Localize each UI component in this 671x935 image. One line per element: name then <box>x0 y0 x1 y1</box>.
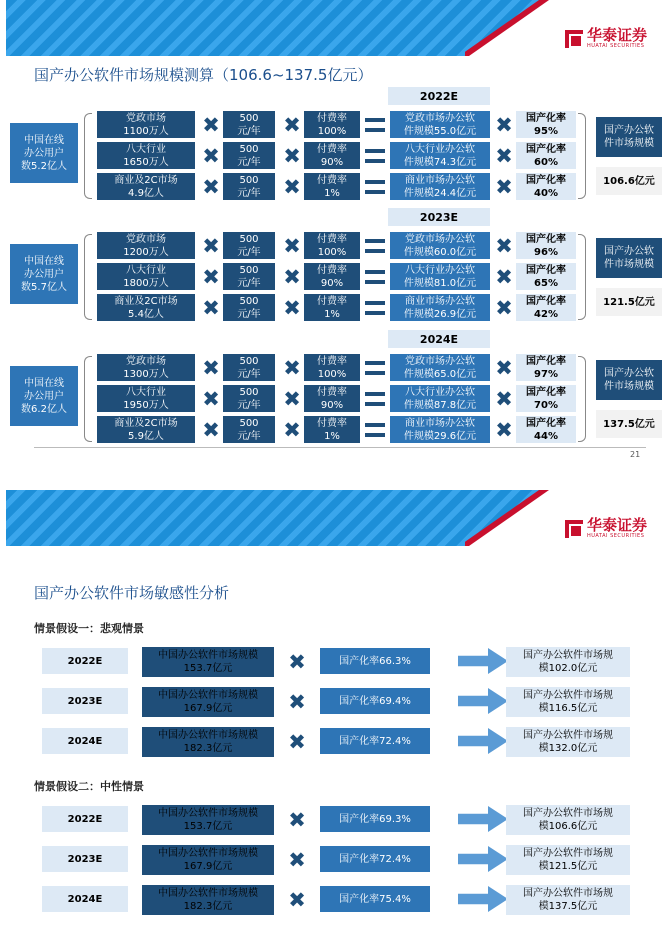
multiply-icon: ✖ <box>202 234 220 258</box>
pay-rate-box-line: 1% <box>324 308 340 320</box>
result-value-box <box>596 167 662 195</box>
price-box-line: 500 <box>239 143 259 155</box>
left-brace <box>84 113 92 199</box>
multiply-icon: ✖ <box>202 296 220 320</box>
pay-rate-box <box>304 416 360 443</box>
pay-rate-box-line: 90% <box>320 156 344 168</box>
segment-market-box <box>390 416 490 443</box>
china-market-box-line: 中国办公软件市场规模 <box>158 690 258 701</box>
localization-rate-box <box>320 886 430 912</box>
localization-rate-box-line: 国产化率69.3% <box>339 813 411 825</box>
china-market-box-line: 167.9亿元 <box>183 861 233 872</box>
segment-market-box-line: 件规模74.3亿元 <box>403 156 477 168</box>
localization-rate-box-line: 42% <box>534 308 558 320</box>
segment-box-line: 商业及2C市场 <box>114 174 178 186</box>
pay-rate-box-line: 100% <box>317 125 347 137</box>
china-market-box <box>142 647 274 677</box>
online-users-box <box>10 244 78 304</box>
segment-market-box-line: 件规模87.8亿元 <box>403 399 477 411</box>
scenario-year-box-line: 2022E <box>67 655 103 667</box>
segment-box <box>97 294 195 321</box>
domestic-market-box-line: 国产办公软件市场规 <box>523 650 613 661</box>
price-box <box>223 232 275 259</box>
arrow-right-icon <box>458 886 508 912</box>
china-market-box-line: 153.7亿元 <box>183 821 233 832</box>
segment-market-box-line: 八大行业办公软 <box>404 264 475 276</box>
domestic-market-box <box>506 845 630 875</box>
segment-box-line: 党政市场 <box>125 355 166 367</box>
segment-box-line: 4.9亿人 <box>128 187 164 199</box>
segment-market-box-line: 件规模81.0亿元 <box>403 277 477 289</box>
multiply-icon: ✖ <box>495 144 513 168</box>
china-market-box <box>142 687 274 717</box>
china-market-box <box>142 845 274 875</box>
equals-icon <box>365 149 385 163</box>
segment-box-line: 八大行业 <box>125 386 166 398</box>
segment-box-line: 1300万人 <box>123 368 169 380</box>
online-users-box-line: 中国在线 <box>24 255 64 267</box>
localization-rate-box-line: 96% <box>534 246 558 258</box>
equals-icon <box>365 301 385 315</box>
multiply-icon: ✖ <box>288 808 306 832</box>
localization-rate-box-line: 70% <box>534 399 558 411</box>
online-users-box <box>10 366 78 426</box>
localization-rate-box-line: 国产化率 <box>526 295 566 307</box>
multiply-icon: ✖ <box>495 418 513 442</box>
equals-icon <box>365 423 385 437</box>
arrow-right-icon <box>458 688 508 714</box>
result-label-box <box>596 117 662 157</box>
online-users-box-line: 办公用户 <box>24 390 64 402</box>
equals-icon <box>365 180 385 194</box>
segment-market-box-line: 件规模60.0亿元 <box>403 246 477 258</box>
price-box-line: 500 <box>239 264 259 276</box>
price-box-line: 元/年 <box>237 246 261 258</box>
segment-box-line: 商业及2C市场 <box>114 295 178 307</box>
multiply-icon: ✖ <box>283 144 301 168</box>
localization-rate-box-line: 60% <box>534 156 558 168</box>
result-value-box-line: 121.5亿元 <box>603 296 655 308</box>
price-box-line: 元/年 <box>237 430 261 442</box>
localization-rate-box <box>320 846 430 872</box>
brand-mark-icon <box>565 30 583 48</box>
localization-rate-box-line: 44% <box>534 430 558 442</box>
pay-rate-box <box>304 111 360 138</box>
multiply-icon: ✖ <box>283 113 301 137</box>
segment-market-box-line: 件规模26.9亿元 <box>403 308 477 320</box>
domestic-market-box-line: 国产办公软件市场规 <box>523 690 613 701</box>
scenario-year-box-line: 2024E <box>67 735 103 747</box>
online-users-box <box>10 123 78 183</box>
price-box <box>223 354 275 381</box>
localization-rate-box-line: 国产化率69.4% <box>339 695 411 707</box>
multiply-icon: ✖ <box>288 730 306 754</box>
result-label-box-line: 件市场规模 <box>604 259 654 270</box>
brand-name-en: HUATAI SECURITIES <box>586 43 645 49</box>
multiply-icon: ✖ <box>202 387 220 411</box>
price-box-line: 500 <box>239 112 259 124</box>
price-box <box>223 263 275 290</box>
price-box-line: 元/年 <box>237 277 261 289</box>
domestic-market-box-line: 模132.0亿元 <box>538 743 598 754</box>
arrow-right-icon <box>458 846 508 872</box>
segment-market-box <box>390 385 490 412</box>
result-label-box-line: 国产办公软 <box>604 246 654 257</box>
scenario-year-box <box>42 806 128 832</box>
localization-rate-box-line: 国产化率 <box>526 264 566 276</box>
pay-rate-box-line: 付费率 <box>317 295 347 307</box>
pay-rate-box-line: 100% <box>317 368 347 380</box>
domestic-market-box <box>506 647 630 677</box>
multiply-icon: ✖ <box>283 418 301 442</box>
segment-market-box-line: 件规模24.4亿元 <box>403 187 477 199</box>
multiply-icon: ✖ <box>288 690 306 714</box>
localization-rate-box-line: 国产化率72.4% <box>339 853 411 865</box>
arrow-right-icon <box>458 728 508 754</box>
pay-rate-box <box>304 354 360 381</box>
localization-rate-box <box>516 354 576 381</box>
pay-rate-box-line: 付费率 <box>317 233 347 245</box>
segment-box-line: 1650万人 <box>123 156 169 168</box>
price-box-line: 500 <box>239 355 259 367</box>
pay-rate-box-line: 付费率 <box>317 143 347 155</box>
online-users-box-line: 中国在线 <box>24 377 64 389</box>
domestic-market-box <box>506 805 630 835</box>
pay-rate-box <box>304 294 360 321</box>
segment-market-box <box>390 173 490 200</box>
multiply-icon: ✖ <box>283 175 301 199</box>
arrow-right-icon <box>458 806 508 832</box>
result-label-box-line: 件市场规模 <box>604 138 654 149</box>
multiply-icon: ✖ <box>202 418 220 442</box>
result-label-box-line: 国产办公软 <box>604 368 654 379</box>
multiply-icon: ✖ <box>202 175 220 199</box>
pay-rate-box-line: 付费率 <box>317 174 347 186</box>
result-value-box-line: 137.5亿元 <box>603 418 655 430</box>
multiply-icon: ✖ <box>283 296 301 320</box>
left-brace <box>84 234 92 320</box>
price-box <box>223 142 275 169</box>
localization-rate-box-line: 国产化率 <box>526 386 566 398</box>
price-box-line: 元/年 <box>237 125 261 137</box>
scenario-year-box <box>42 728 128 754</box>
multiply-icon: ✖ <box>202 356 220 380</box>
domestic-market-box-line: 模137.5亿元 <box>538 901 598 912</box>
equals-icon <box>365 239 385 253</box>
localization-rate-box-line: 国产化率 <box>526 233 566 245</box>
china-market-box <box>142 885 274 915</box>
segment-box-line: 党政市场 <box>125 112 166 124</box>
segment-box <box>97 111 195 138</box>
equals-icon <box>365 270 385 284</box>
result-label-box <box>596 238 662 278</box>
scenario-title: 情景假设二：中性情景 <box>34 780 144 793</box>
multiply-icon: ✖ <box>495 296 513 320</box>
online-users-box-line: 数5.2亿人 <box>21 160 67 172</box>
domestic-market-box <box>506 885 630 915</box>
china-market-box-line: 182.3亿元 <box>183 743 233 754</box>
localization-rate-box <box>516 232 576 259</box>
segment-market-box-line: 党政市场办公软 <box>404 112 475 124</box>
price-box-line: 500 <box>239 233 259 245</box>
pay-rate-box-line: 90% <box>320 277 344 289</box>
multiply-icon: ✖ <box>495 175 513 199</box>
result-value-box-line: 106.6亿元 <box>603 175 655 187</box>
segment-box-line: 党政市场 <box>125 233 166 245</box>
scenario-year-box-line: 2024E <box>67 893 103 905</box>
pay-rate-box <box>304 142 360 169</box>
multiply-icon: ✖ <box>495 265 513 289</box>
localization-rate-box <box>320 648 430 674</box>
pay-rate-box-line: 付费率 <box>317 417 347 429</box>
segment-box-line: 5.9亿人 <box>128 430 164 442</box>
result-label-box <box>596 360 662 400</box>
segment-market-box-line: 件规模55.0亿元 <box>403 125 477 137</box>
domestic-market-box <box>506 727 630 757</box>
localization-rate-box <box>516 263 576 290</box>
equals-icon <box>365 118 385 132</box>
segment-market-box <box>390 232 490 259</box>
scenario-year-box-line: 2022E <box>67 813 103 825</box>
multiply-icon: ✖ <box>495 356 513 380</box>
multiply-icon: ✖ <box>288 650 306 674</box>
page-title: 国产办公软件市场规模测算（106.6~137.5亿元） <box>34 66 373 84</box>
result-value-box <box>596 410 662 438</box>
segment-market-box <box>390 142 490 169</box>
year-label: 2022E <box>388 87 490 105</box>
segment-box-line: 八大行业 <box>125 143 166 155</box>
segment-box-line: 1800万人 <box>123 277 169 289</box>
segment-market-box-line: 商业市场办公软 <box>404 417 475 429</box>
localization-rate-box-line: 95% <box>534 125 558 137</box>
scenario-year-box <box>42 648 128 674</box>
localization-rate-box <box>516 111 576 138</box>
segment-market-box-line: 八大行业办公软 <box>404 386 475 398</box>
china-market-box-line: 153.7亿元 <box>183 663 233 674</box>
segment-box-line: 1950万人 <box>123 399 169 411</box>
localization-rate-box <box>516 294 576 321</box>
segment-box <box>97 232 195 259</box>
price-box-line: 500 <box>239 417 259 429</box>
domestic-market-box-line: 国产办公软件市场规 <box>523 888 613 899</box>
scenario-year-box <box>42 846 128 872</box>
china-market-box-line: 182.3亿元 <box>183 901 233 912</box>
localization-rate-box <box>516 173 576 200</box>
price-box-line: 元/年 <box>237 399 261 411</box>
multiply-icon: ✖ <box>202 113 220 137</box>
result-label-box-line: 国产办公软 <box>604 125 654 136</box>
brand-name-cn: 华泰证券 <box>586 26 647 44</box>
scenario-year-box <box>42 886 128 912</box>
china-market-box-line: 中国办公软件市场规模 <box>158 888 258 899</box>
equals-icon <box>365 392 385 406</box>
right-brace <box>578 113 586 199</box>
localization-rate-box-line: 国产化率72.4% <box>339 735 411 747</box>
segment-market-box-line: 党政市场办公软 <box>404 233 475 245</box>
localization-rate-box-line: 国产化率 <box>526 174 566 186</box>
year-label: 2023E <box>388 208 490 226</box>
price-box <box>223 416 275 443</box>
pay-rate-box-line: 90% <box>320 399 344 411</box>
right-brace <box>578 356 586 442</box>
multiply-icon: ✖ <box>495 113 513 137</box>
segment-market-box <box>390 111 490 138</box>
multiply-icon: ✖ <box>283 234 301 258</box>
pay-rate-box-line: 付费率 <box>317 264 347 276</box>
segment-box <box>97 416 195 443</box>
page-title: 国产办公软件市场敏感性分析 <box>34 584 230 602</box>
footer-divider <box>34 447 646 448</box>
segment-box-line: 商业及2C市场 <box>114 417 178 429</box>
pay-rate-box-line: 1% <box>324 187 340 199</box>
pay-rate-box-line: 付费率 <box>317 386 347 398</box>
slide-market-size <box>6 0 665 470</box>
china-market-box-line: 中国办公软件市场规模 <box>158 808 258 819</box>
segment-box <box>97 385 195 412</box>
domestic-market-box-line: 模121.5亿元 <box>538 861 598 872</box>
price-box-line: 500 <box>239 174 259 186</box>
pay-rate-box-line: 1% <box>324 430 340 442</box>
localization-rate-box <box>320 806 430 832</box>
price-box <box>223 111 275 138</box>
segment-market-box <box>390 263 490 290</box>
price-box-line: 500 <box>239 295 259 307</box>
domestic-market-box-line: 模102.0亿元 <box>538 663 598 674</box>
segment-box <box>97 142 195 169</box>
online-users-box-line: 办公用户 <box>24 268 64 280</box>
pay-rate-box-line: 100% <box>317 246 347 258</box>
china-market-box-line: 中国办公软件市场规模 <box>158 730 258 741</box>
arrow-right-icon <box>458 648 508 674</box>
pay-rate-box <box>304 232 360 259</box>
localization-rate-box-line: 国产化率 <box>526 112 566 124</box>
multiply-icon: ✖ <box>495 234 513 258</box>
right-brace <box>578 234 586 320</box>
online-users-box-line: 数5.7亿人 <box>21 281 67 293</box>
pay-rate-box <box>304 263 360 290</box>
localization-rate-box <box>320 728 430 754</box>
domestic-market-box <box>506 687 630 717</box>
scenario-year-box-line: 2023E <box>67 695 103 707</box>
pay-rate-box-line: 付费率 <box>317 112 347 124</box>
localization-rate-box <box>516 416 576 443</box>
online-users-box-line: 中国在线 <box>24 134 64 146</box>
china-market-box-line: 167.9亿元 <box>183 703 233 714</box>
price-box-line: 元/年 <box>237 368 261 380</box>
multiply-icon: ✖ <box>283 265 301 289</box>
result-label-box-line: 件市场规模 <box>604 381 654 392</box>
segment-box <box>97 173 195 200</box>
domestic-market-box-line: 国产办公软件市场规 <box>523 848 613 859</box>
price-box <box>223 173 275 200</box>
result-value-box <box>596 288 662 316</box>
brand-logo <box>565 28 647 49</box>
china-market-box <box>142 727 274 757</box>
price-box-line: 元/年 <box>237 156 261 168</box>
equals-icon <box>365 361 385 375</box>
china-market-box-line: 中国办公软件市场规模 <box>158 650 258 661</box>
brand-mark-icon <box>565 520 583 538</box>
brand-logo <box>565 518 647 539</box>
scenario-title: 情景假设一：悲观情景 <box>34 622 144 635</box>
china-market-box <box>142 805 274 835</box>
price-box-line: 500 <box>239 386 259 398</box>
localization-rate-box-line: 40% <box>534 187 558 199</box>
online-users-box-line: 办公用户 <box>24 147 64 159</box>
segment-market-box-line: 八大行业办公软 <box>404 143 475 155</box>
segment-box <box>97 354 195 381</box>
segment-market-box-line: 件规模65.0亿元 <box>403 368 477 380</box>
segment-market-box-line: 商业市场办公软 <box>404 295 475 307</box>
page-number: 21 <box>630 450 641 459</box>
segment-box-line: 八大行业 <box>125 264 166 276</box>
localization-rate-box-line: 国产化率 <box>526 417 566 429</box>
multiply-icon: ✖ <box>495 387 513 411</box>
price-box <box>223 294 275 321</box>
multiply-icon: ✖ <box>202 144 220 168</box>
localization-rate-box-line: 国产化率75.4% <box>339 893 411 905</box>
china-market-box-line: 中国办公软件市场规模 <box>158 848 258 859</box>
segment-market-box-line: 商业市场办公软 <box>404 174 475 186</box>
scenario-year-box <box>42 688 128 714</box>
pay-rate-box <box>304 173 360 200</box>
domestic-market-box-line: 国产办公软件市场规 <box>523 730 613 741</box>
left-brace <box>84 356 92 442</box>
localization-rate-box <box>516 385 576 412</box>
brand-name-en: HUATAI SECURITIES <box>586 533 645 539</box>
segment-market-box <box>390 294 490 321</box>
localization-rate-box-line: 国产化率 <box>526 355 566 367</box>
pay-rate-box-line: 付费率 <box>317 355 347 367</box>
segment-box-line: 1100万人 <box>123 125 169 137</box>
localization-rate-box-line: 97% <box>534 368 558 380</box>
scenario-year-box-line: 2023E <box>67 853 103 865</box>
multiply-icon: ✖ <box>283 356 301 380</box>
segment-market-box <box>390 354 490 381</box>
segment-box <box>97 263 195 290</box>
domestic-market-box-line: 国产办公软件市场规 <box>523 808 613 819</box>
segment-box-line: 1200万人 <box>123 246 169 258</box>
localization-rate-box-line: 国产化率 <box>526 143 566 155</box>
multiply-icon: ✖ <box>288 888 306 912</box>
domestic-market-box-line: 模106.6亿元 <box>538 821 598 832</box>
multiply-icon: ✖ <box>202 265 220 289</box>
localization-rate-box-line: 国产化率66.3% <box>339 655 411 667</box>
online-users-box-line: 数6.2亿人 <box>21 403 67 415</box>
price-box-line: 元/年 <box>237 187 261 199</box>
brand-name-cn: 华泰证券 <box>586 516 647 534</box>
year-label: 2024E <box>388 330 490 348</box>
multiply-icon: ✖ <box>288 848 306 872</box>
localization-rate-box <box>516 142 576 169</box>
pay-rate-box <box>304 385 360 412</box>
segment-market-box-line: 党政市场办公软 <box>404 355 475 367</box>
price-box <box>223 385 275 412</box>
segment-market-box-line: 件规模29.6亿元 <box>403 430 477 442</box>
domestic-market-box-line: 模116.5亿元 <box>538 703 598 714</box>
localization-rate-box <box>320 688 430 714</box>
slide-sensitivity <box>6 490 665 935</box>
localization-rate-box-line: 65% <box>534 277 558 289</box>
segment-box-line: 5.4亿人 <box>128 308 164 320</box>
price-box-line: 元/年 <box>237 308 261 320</box>
multiply-icon: ✖ <box>283 387 301 411</box>
